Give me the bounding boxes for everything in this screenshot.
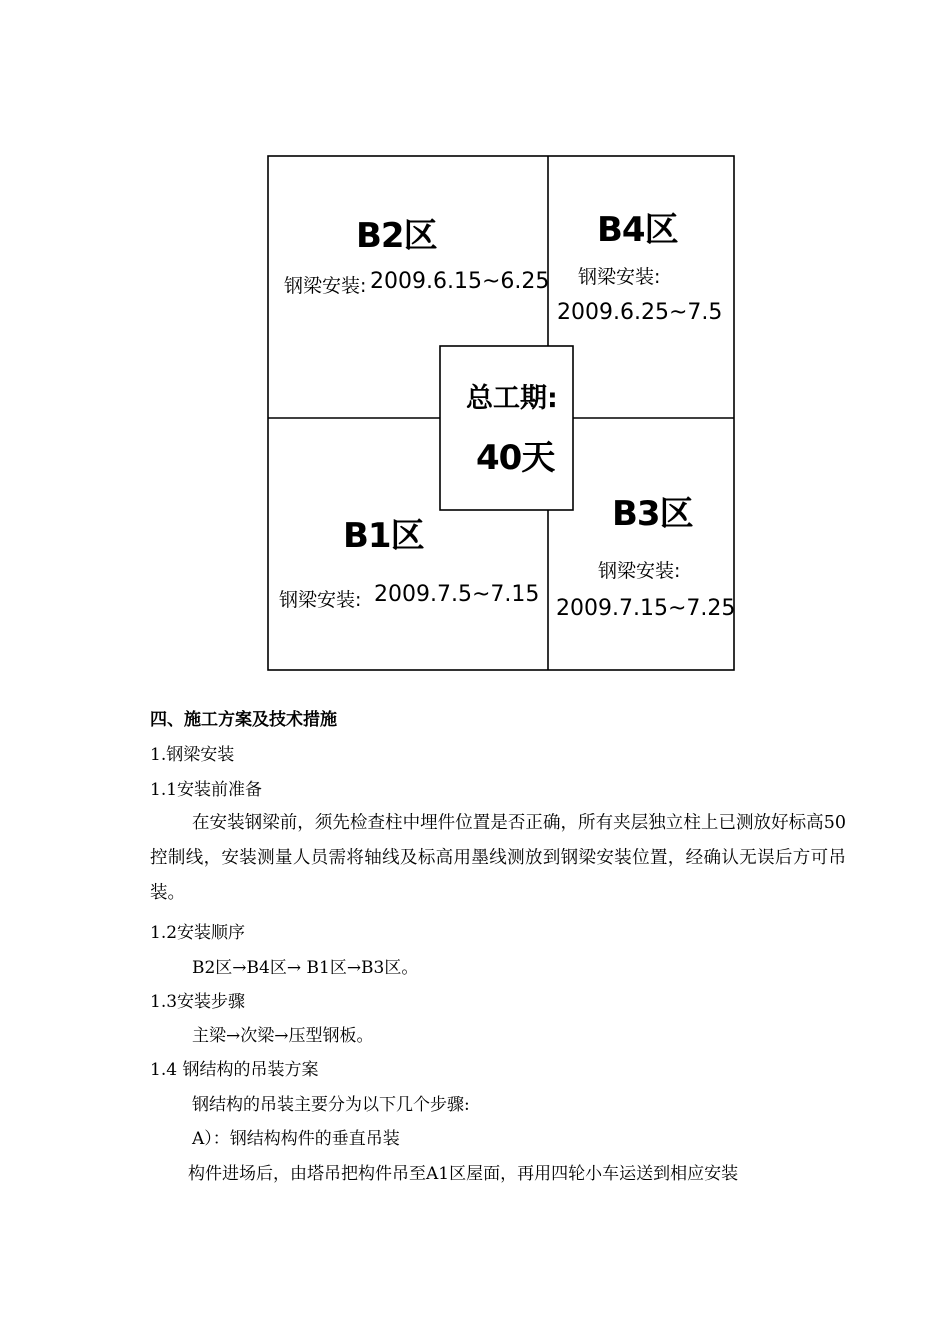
section-1-3-title: 1.3安装步骤 — [150, 992, 246, 1012]
total-period-days: 40天 — [476, 438, 555, 478]
zone-b1-label: B1区 — [343, 516, 424, 556]
zone-b3-date: 2009.7.15~7.25 — [556, 596, 736, 621]
zone-b3-label: B3区 — [612, 494, 693, 534]
zone-b4-task: 钢梁安装: — [578, 266, 661, 288]
zone-b3-task: 钢梁安装: — [598, 560, 681, 582]
section-1-4-a-title: A）：钢结构构件的垂直吊装 — [192, 1129, 400, 1149]
section-1-title: 1.钢梁安装 — [150, 745, 235, 765]
section-1-2-title: 1.2安装顺序 — [150, 923, 246, 943]
zone-b1-date: 2009.7.5~7.15 — [374, 582, 540, 607]
zone-b2-date: 2009.6.15~6.25 — [370, 269, 550, 294]
section-1-4-body: 钢结构的吊装主要分为以下几个步骤: — [192, 1095, 470, 1115]
total-period-title: 总工期: — [466, 383, 558, 414]
zone-b4-date: 2009.6.25~7.5 — [557, 300, 723, 325]
section-4-title: 四、施工方案及技术措施 — [150, 710, 337, 730]
section-1-4-a-body: 构件进场后，由塔吊把构件吊至A1区屋面，再用四轮小车运送到相应安装 — [188, 1164, 739, 1184]
zone-b4-label: B4区 — [597, 210, 678, 250]
zone-b2-label: B2区 — [356, 216, 437, 256]
section-1-3-body: 主梁→次梁→压型钢板。 — [192, 1026, 374, 1046]
section-1-4-title: 1.4 钢结构的吊装方案 — [150, 1060, 319, 1080]
section-1-1-body: 在安装钢梁前，须先检查柱中埋件位置是否正确，所有夹层独立柱上已测放好标高50控制线，安装测量人员需将轴线及标高用墨线测放到钢梁安装位置，经确认无误后方可吊装。 — [150, 813, 846, 903]
section-1-1-title: 1.1安装前准备 — [150, 780, 263, 800]
total-period-box — [440, 346, 573, 510]
section-1-2-body: B2区→B4区→ B1区→B3区。 — [192, 958, 419, 978]
zone-b1-task: 钢梁安装: — [279, 589, 362, 611]
zone-b2-task: 钢梁安装: — [284, 275, 367, 297]
